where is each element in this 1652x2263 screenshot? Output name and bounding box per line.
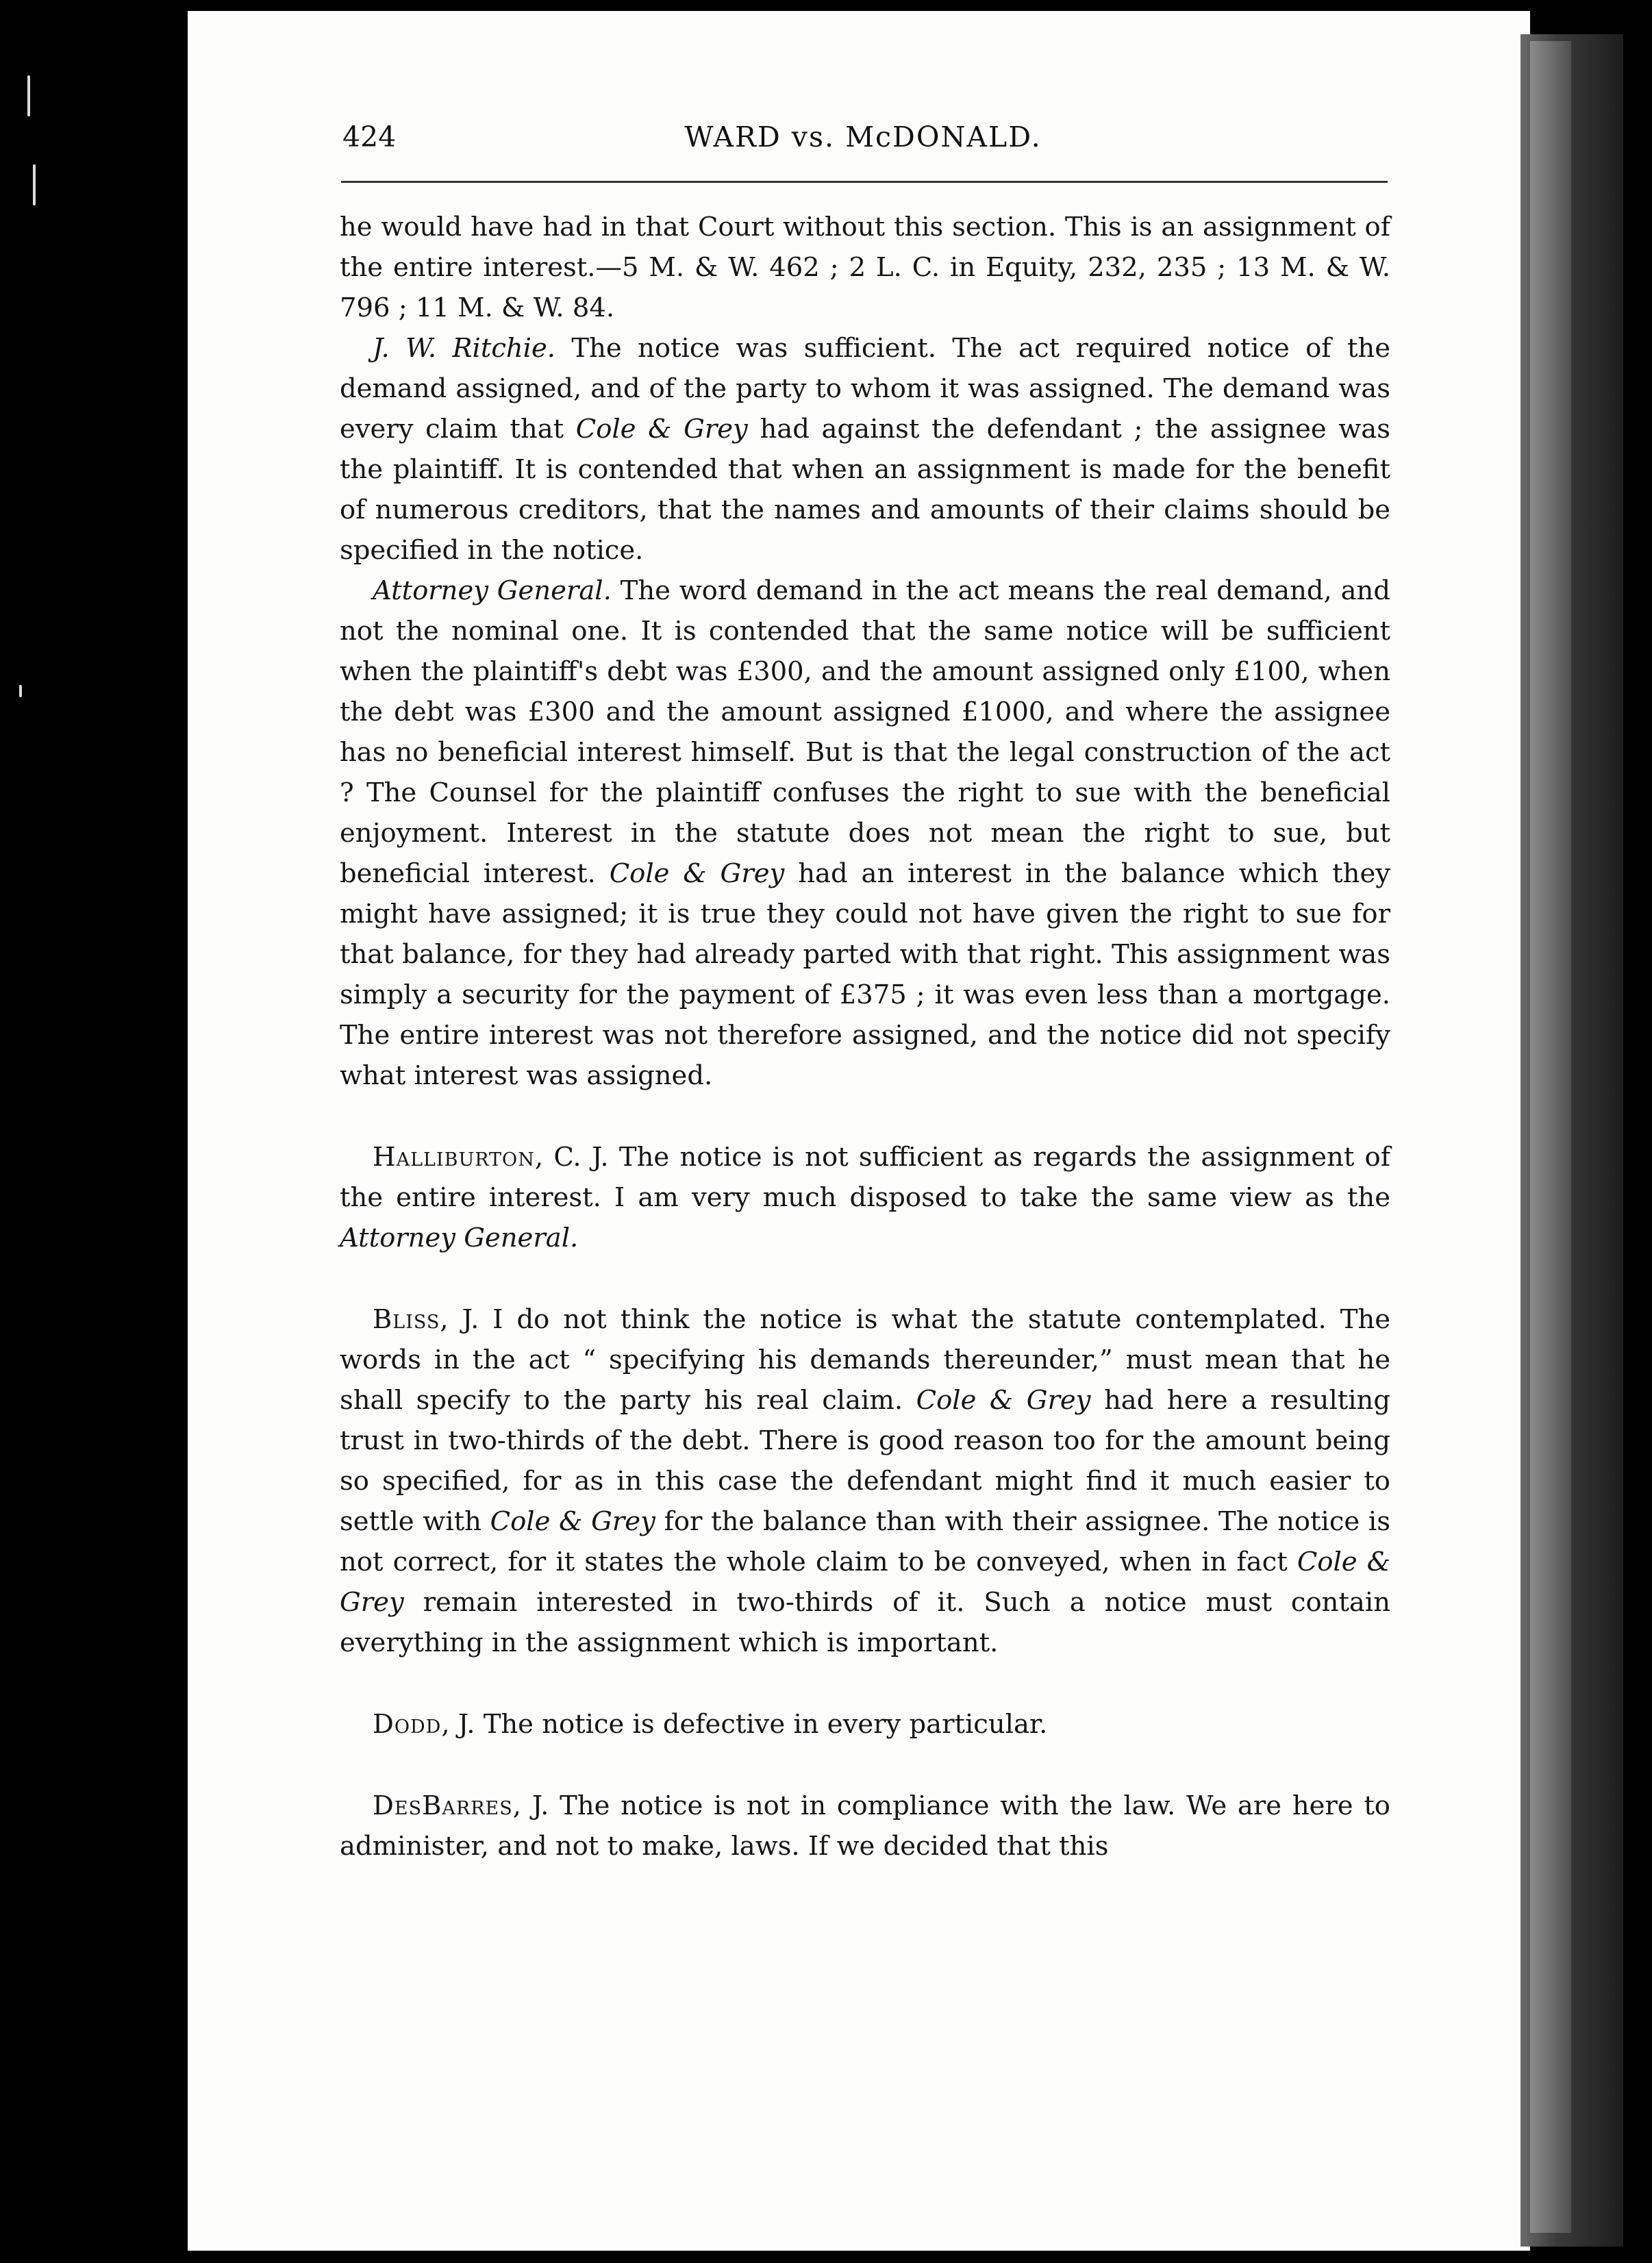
party-name: Cole & Grey <box>340 1547 1390 1618</box>
paragraph <box>340 571 1390 1096</box>
paragraph <box>340 1786 1390 1866</box>
speaker-name: J. W. Ritchie. <box>373 333 556 364</box>
text-run: , J. I do not think the notice is what the statute contemplated. The words in the act “ specifying his demands thereunder,” must mean that he shall specify to the party his real claim. <box>340 1304 1390 1416</box>
page-header <box>342 121 1384 162</box>
party-name: Cole & Grey <box>609 858 785 889</box>
text-run: had against the defendant ; the assignee was the plaintiff. It is contended that when an assignment is made for the benefit of numerous creditors, that the names and amounts of their claims should be specified in the notice. <box>340 414 1391 566</box>
text-run: remain interested in two-thirds of it. Such a notice must contain everything in the assignment which is important. <box>340 1587 1390 1658</box>
judge-name: DesBarres <box>373 1790 513 1821</box>
party-name: Cole & Grey <box>916 1385 1091 1416</box>
paragraph <box>340 1299 1390 1663</box>
party-name: Cole & Grey <box>575 414 748 445</box>
text-run: , J. The notice is not in compliance with the law. We are here to administer, and not to make, laws. If we decided that this <box>340 1790 1390 1862</box>
party-name: Cole & Grey <box>490 1506 655 1537</box>
running-head: WARD vs. McDONALD. <box>684 121 1042 153</box>
party-name: Attorney General. <box>340 1223 579 1253</box>
header-rule <box>341 181 1388 183</box>
body-text <box>340 207 1390 1866</box>
paragraph <box>340 1704 1390 1745</box>
text-run: had an interest in the balance which they might have assigned; it is true they could not have given the right to sue for that balance, for they had already parted with that right. This assignment was simply a security for the payment of £375 ; it was even less than a mortgage. The entire interest was not therefore assigned, and the notice did not specify what interest was assigned. <box>340 858 1390 1091</box>
text-run: , J. The notice is defective in every particular. <box>441 1709 1048 1740</box>
judge-name: Dodd <box>373 1709 442 1740</box>
paragraph <box>340 1137 1390 1258</box>
binding-mark <box>27 75 30 116</box>
page-number: 424 <box>342 121 397 153</box>
text-run: The word demand in the act means the real demand, and not the nominal one. It is contended that the same notice will be sufficient when the plaintiff's debt was £300, and the amount assigned only £100, when the debt was £300 and the amount assigned £1000, and where the assignee has no beneficial interest himself. But is that the legal construction of the act ? The Counsel for the plaintiff confuses the right to sue with the beneficial enjoyment. Interest in the statute does not mean the right to sue, but beneficial interest. <box>340 575 1390 889</box>
text-run: The notice was sufficient. The act required notice of the demand assigned, and of the party to whom it was assigned. The demand was every claim that <box>340 333 1390 445</box>
text-run: had here a resulting trust in two-thirds of the debt. There is good reason too for the amount being so specified, for as in this case the defendant might find it much easier to settle with <box>340 1385 1390 1537</box>
binding-mark <box>33 164 36 205</box>
text-run: for the balance than with their assignee. The notice is not correct, for it states the whole claim to be conveyed, when in fact <box>340 1506 1390 1577</box>
paragraph <box>340 328 1390 571</box>
speaker-name: Attorney General. <box>373 575 612 606</box>
judge-name: Halliburton <box>373 1142 535 1173</box>
text-run: he would have had in that Court without this section. This is an assignment of the entire interest.—5 M. & W. 462 ; 2 L. C. in Equity, 232, 235 ; 13 M. & W. 796 ; 11 M. & W. 84. <box>340 212 1390 323</box>
text-run: , C. J. The notice is not sufficient as regards the assignment of the entire interest. I am very much disposed to take the same view as the <box>340 1142 1390 1213</box>
judge-name: Bliss <box>373 1304 440 1335</box>
binding-mark <box>19 685 22 697</box>
facing-page-edge-highlight <box>1530 41 1571 2233</box>
paragraph <box>340 207 1390 328</box>
